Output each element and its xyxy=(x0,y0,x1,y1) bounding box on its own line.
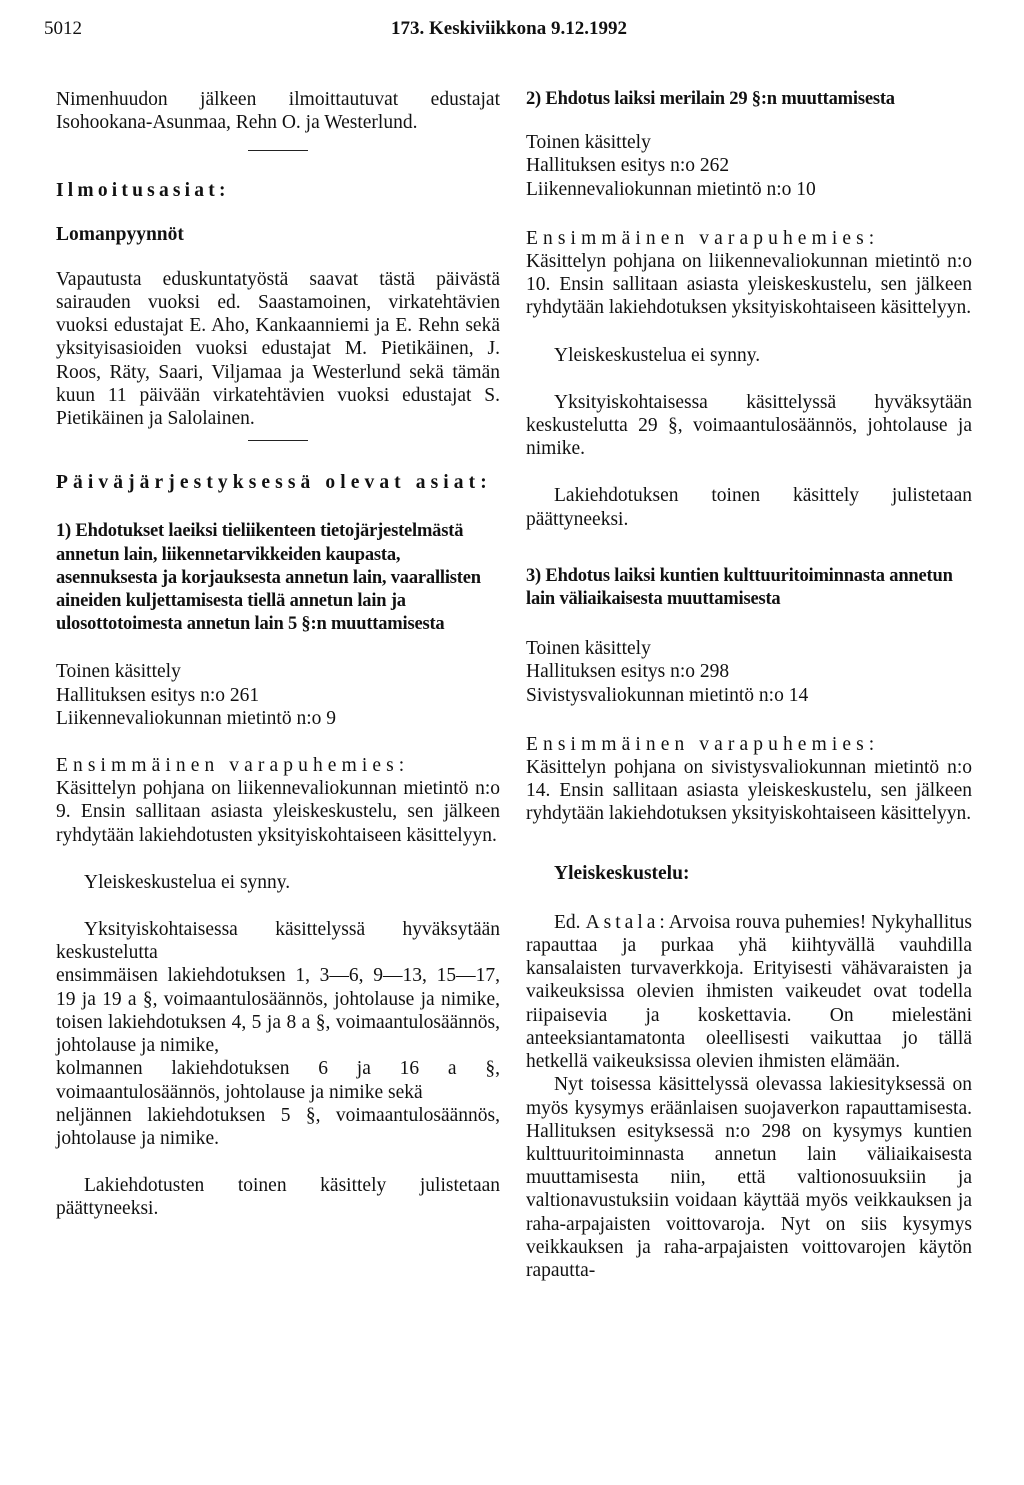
subheading-leave-requests: Lomanpyynnöt xyxy=(56,223,184,245)
item-2-detailed: Yksityiskohtaisessa käsittelyssä hyväksytään keskustelutta 29 §, voimaantulosäännös, johtolause ja nimike. xyxy=(526,391,972,460)
item-1-detailed-first: ensimmäisen lakiehdotuksen 1, 3—6, 9—13, 15—17, 19 ja 19 a §, voimaantulosäännös, johtolause ja nimike, toisen lakiehdotuksen 4, 5 ja 8 a §, voimaantulosäännös, johtolause ja nimike, xyxy=(56,965,500,1057)
agenda-item-3-heading: 3) Ehdotus laiksi kuntien kulttuuritoiminnasta annetun lain väliaikaisesta muuttamisesta xyxy=(526,565,953,610)
item-3-speaker: Ensimmäinen varapuhemies: xyxy=(526,733,880,755)
item-2-closing: Lakiehdotuksen toinen käsittely julistetaan päättyneeksi. xyxy=(526,485,972,530)
item-1-report: Liikennevaliokunnan mietintö n:o 9 xyxy=(56,707,336,729)
speech-prefix: Ed. xyxy=(554,911,581,933)
general-debate-heading: Yleiskeskustelu: xyxy=(554,862,690,884)
agenda-item-1-heading: 1) Ehdotukset laeiksi tieliikenteen tietojärjestelmästä annetun lain, liikennetarvikkeiden kaupasta, asennuksesta ja korjauksesta annetun lain, vaarallisten aineiden kuljettamisesta tiellä annetun lain ja ulosottotoimesta annetun lain 5 §:n muuttamisesta xyxy=(56,521,481,635)
speech-text: : Arvoisa rouva puhemies! Nykyhallitus rapauttaa ja purkaa yhä kiihtyvällä vauhdilla kansalaisten turvaverkkoja. Erityisesti vähävaraisten ja vaikeuksissa olevien ihmisten vaikeudet ovat todella riipaisevia ja koskettavia. On mielestäni anteeksiantamatonta oleellisesti vaikuttaa jo tällä hetkellä vaikeuksissa olevien ihmisten elämään. xyxy=(526,911,973,1073)
item-2-proposal: Hallituksen esitys n:o 262 xyxy=(526,155,730,177)
item-3-report: Sivistysvaliokunnan mietintö n:o 14 xyxy=(526,684,809,706)
item-3-speaker-text: Käsittelyn pohjana on sivistysvaliokunnan mietintö n:o 14. Ensin sallitaan asiasta yleiskeskustelu, sen jälkeen ryhdytään lakiehdotuksen yksityiskohtaiseen käsittelyyn. xyxy=(526,757,972,825)
item-1-reading: Toinen käsittely xyxy=(56,661,181,683)
item-1-general-debate: Yleiskeskustelua ei synny. xyxy=(84,871,291,893)
item-1-detailed-fourth: neljännen lakiehdotuksen 5 §, voimaantulosäännös, johtolause ja nimike. xyxy=(56,1104,500,1149)
item-1-closing: Lakiehdotusten toinen käsittely julistetaan päättyneeksi. xyxy=(56,1175,500,1220)
roll-call-paragraph: Nimenhuudon jälkeen ilmoittautuvat edustajat Isohookana-Asunmaa, Rehn O. ja Westerlund. xyxy=(56,89,500,134)
item-2-report: Liikennevaliokunnan mietintö n:o 10 xyxy=(526,178,816,200)
item-2-reading: Toinen käsittely xyxy=(526,132,651,154)
section-heading-agenda: Päiväjärjestyksessä olevat asiat: xyxy=(56,472,492,494)
item-1-proposal: Hallituksen esitys n:o 261 xyxy=(56,684,260,706)
speaker-name: Astala xyxy=(585,911,660,933)
leave-requests-paragraph: Vapautusta eduskuntatyöstä saavat tästä päivästä sairauden vuoksi ed. Saastamoinen, virkatehtävien vuoksi edustajat E. Aho, Kankaanniemi ja E. Rehn sekä yksityisasioiden vuoksi edustajat M. Pietikäinen, J. Roos, Räty, Saari, Viljamaa ja Westerlund sekä tämän kuun 11 päivään virkatehtävien vuoksi edustajat S. Pietikäinen ja Salolainen. xyxy=(56,268,500,430)
speech-astala-paragraph-2: Nyt toisessa käsittelyssä olevassa lakiesityksessä on myös kysymys eräänlaisen suojaverkon rapauttamisesta. Hallituksen esityksessä n:o 298 on kysymys kuntien kulttuuritoiminnasta annetun lain väliaikaisesta muuttamisesta niin, että valtionosuuksiin ja valtionavustuksiin voidaan käyttää myös veikkauksen ja raha-arpajaisten voittovaroja. Nyt on siis kysymys veikkauksen ja raha-arpajaisten voittovarojen käytön rapautta- xyxy=(526,1074,972,1281)
page-number: 5012 xyxy=(44,18,82,39)
section-heading-announcements: Ilmoitusasiat: xyxy=(56,180,230,202)
item-2-speaker-text: Käsittelyn pohjana on liikennevaliokunnan mietintö n:o 10. Ensin sallitaan asiasta yleiskeskustelu, sen jälkeen ryhdytään lakiehdotuksen yksityiskohtaiseen käsittelyyn. xyxy=(526,251,972,319)
item-1-detailed-intro: Yksityiskohtaisessa käsittelyssä hyväksytään keskustelutta xyxy=(56,919,500,964)
item-1-speaker-text: Käsittelyn pohjana on liikennevaliokunnan mietintö n:o 9. Ensin sallitaan asiasta yleiskeskustelu, sen jälkeen ryhdytään lakiehdotusten yksityiskohtaiseen käsittelyyn. xyxy=(56,778,500,846)
item-2-speaker: Ensimmäinen varapuhemies: xyxy=(526,227,880,249)
item-1-detailed-third: kolmannen lakiehdotuksen 6 ja 16 a §, voimaantulosäännös, johtolause ja nimike sekä xyxy=(56,1058,500,1103)
item-2-general-debate: Yleiskeskustelua ei synny. xyxy=(554,344,761,366)
item-3-proposal: Hallituksen esitys n:o 298 xyxy=(526,661,730,683)
running-head: 173. Keskiviikkona 9.12.1992 xyxy=(391,18,627,39)
left-column xyxy=(56,88,500,1221)
page-header xyxy=(0,18,1024,48)
item-1-speaker: Ensimmäinen varapuhemies: xyxy=(56,755,410,777)
item-3-reading: Toinen käsittely xyxy=(526,638,651,660)
right-column xyxy=(526,88,972,1282)
speech-astala-paragraph-1 xyxy=(526,911,972,1073)
agenda-item-2-heading: 2) Ehdotus laiksi merilain 29 §:n muuttamisesta xyxy=(526,89,895,109)
